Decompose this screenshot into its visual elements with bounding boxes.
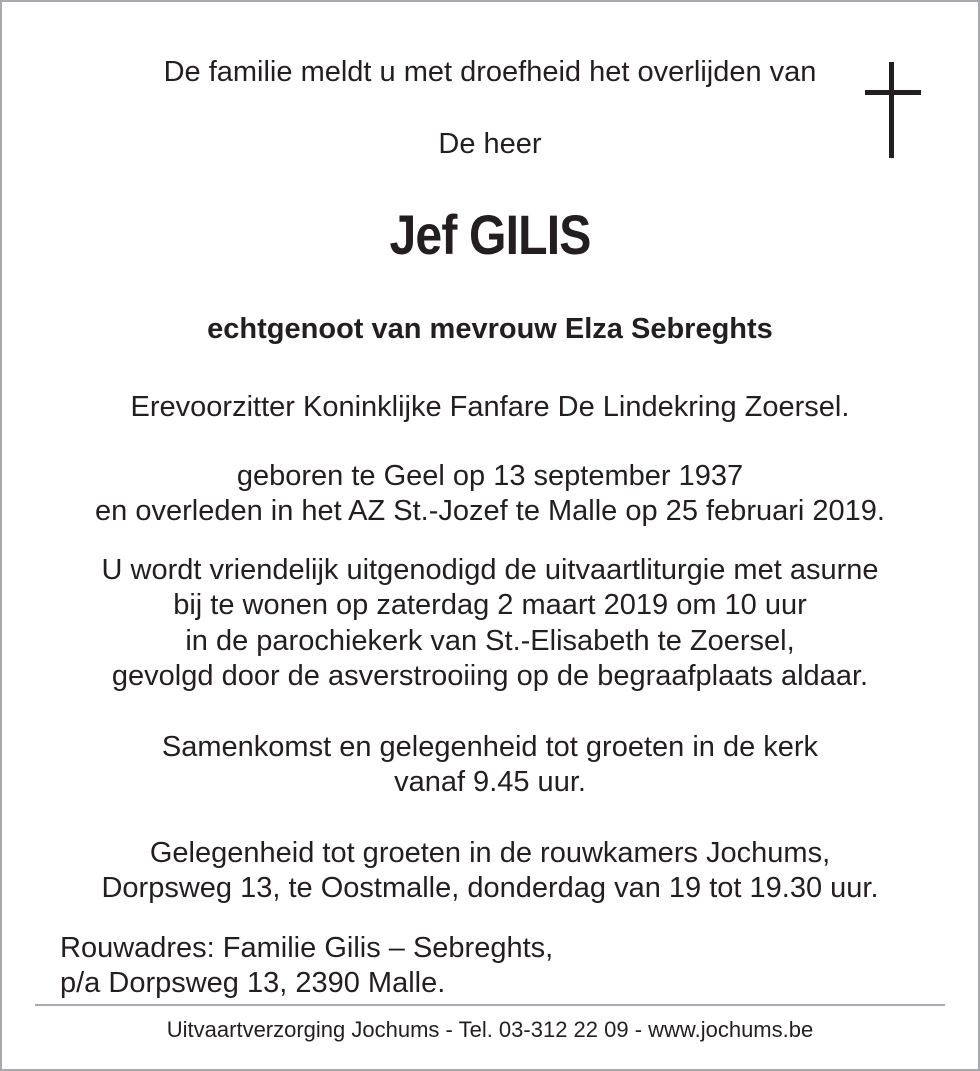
footer-divider xyxy=(35,1004,945,1006)
cross-horizontal-bar xyxy=(865,90,921,95)
visitation-line-2: Dorpsweg 13, te Oostmalle, donderdag van 19 tot 19.30 uur. xyxy=(101,872,879,904)
birth-line: geboren te Geel op 13 september 1937 xyxy=(236,460,744,492)
footer-contact: Uitvaartverzorging Jochums - Tel. 03-312 22 09 - www.jochums.be xyxy=(166,1017,814,1042)
funeral-line-1: U wordt vriendelijk uitgenodigd de uitvaartliturgie met asurne xyxy=(101,554,879,586)
funeral-line-2: bij te wonen op zaterdag 2 maart 2019 om 10 uur xyxy=(173,589,807,621)
address-line-2: p/a Dorpsweg 13, 2390 Malle. xyxy=(60,967,446,999)
intro-text: De familie meldt u met droefheid het overlijden van xyxy=(163,56,817,88)
honorific: De heer xyxy=(438,128,542,160)
funeral-line-3: in de parochiekerk van St.-Elisabeth te Zoersel, xyxy=(185,625,795,657)
spouse-line: echtgenoot van mevrouw Elza Sebreghts xyxy=(207,313,773,345)
address-line-1: Rouwadres: Familie Gilis – Sebreghts, xyxy=(60,932,554,964)
death-line: en overleden in het AZ St.-Jozef te Malle op 25 februari 2019. xyxy=(95,495,885,527)
funeral-line-4: gevolgd door de asverstrooiing op de begraafplaats aldaar. xyxy=(111,660,869,692)
role-line: Erevoorzitter Koninklijke Fanfare De Lindekring Zoersel. xyxy=(130,391,850,423)
visitation-line-1: Gelegenheid tot groeten in de rouwkamers Jochums, xyxy=(149,837,831,869)
gathering-line-1: Samenkomst en gelegenheid tot groeten in de kerk xyxy=(161,731,819,763)
deceased-name: Jef GILIS xyxy=(389,203,591,266)
gathering-line-2: vanaf 9.45 uur. xyxy=(394,766,586,798)
